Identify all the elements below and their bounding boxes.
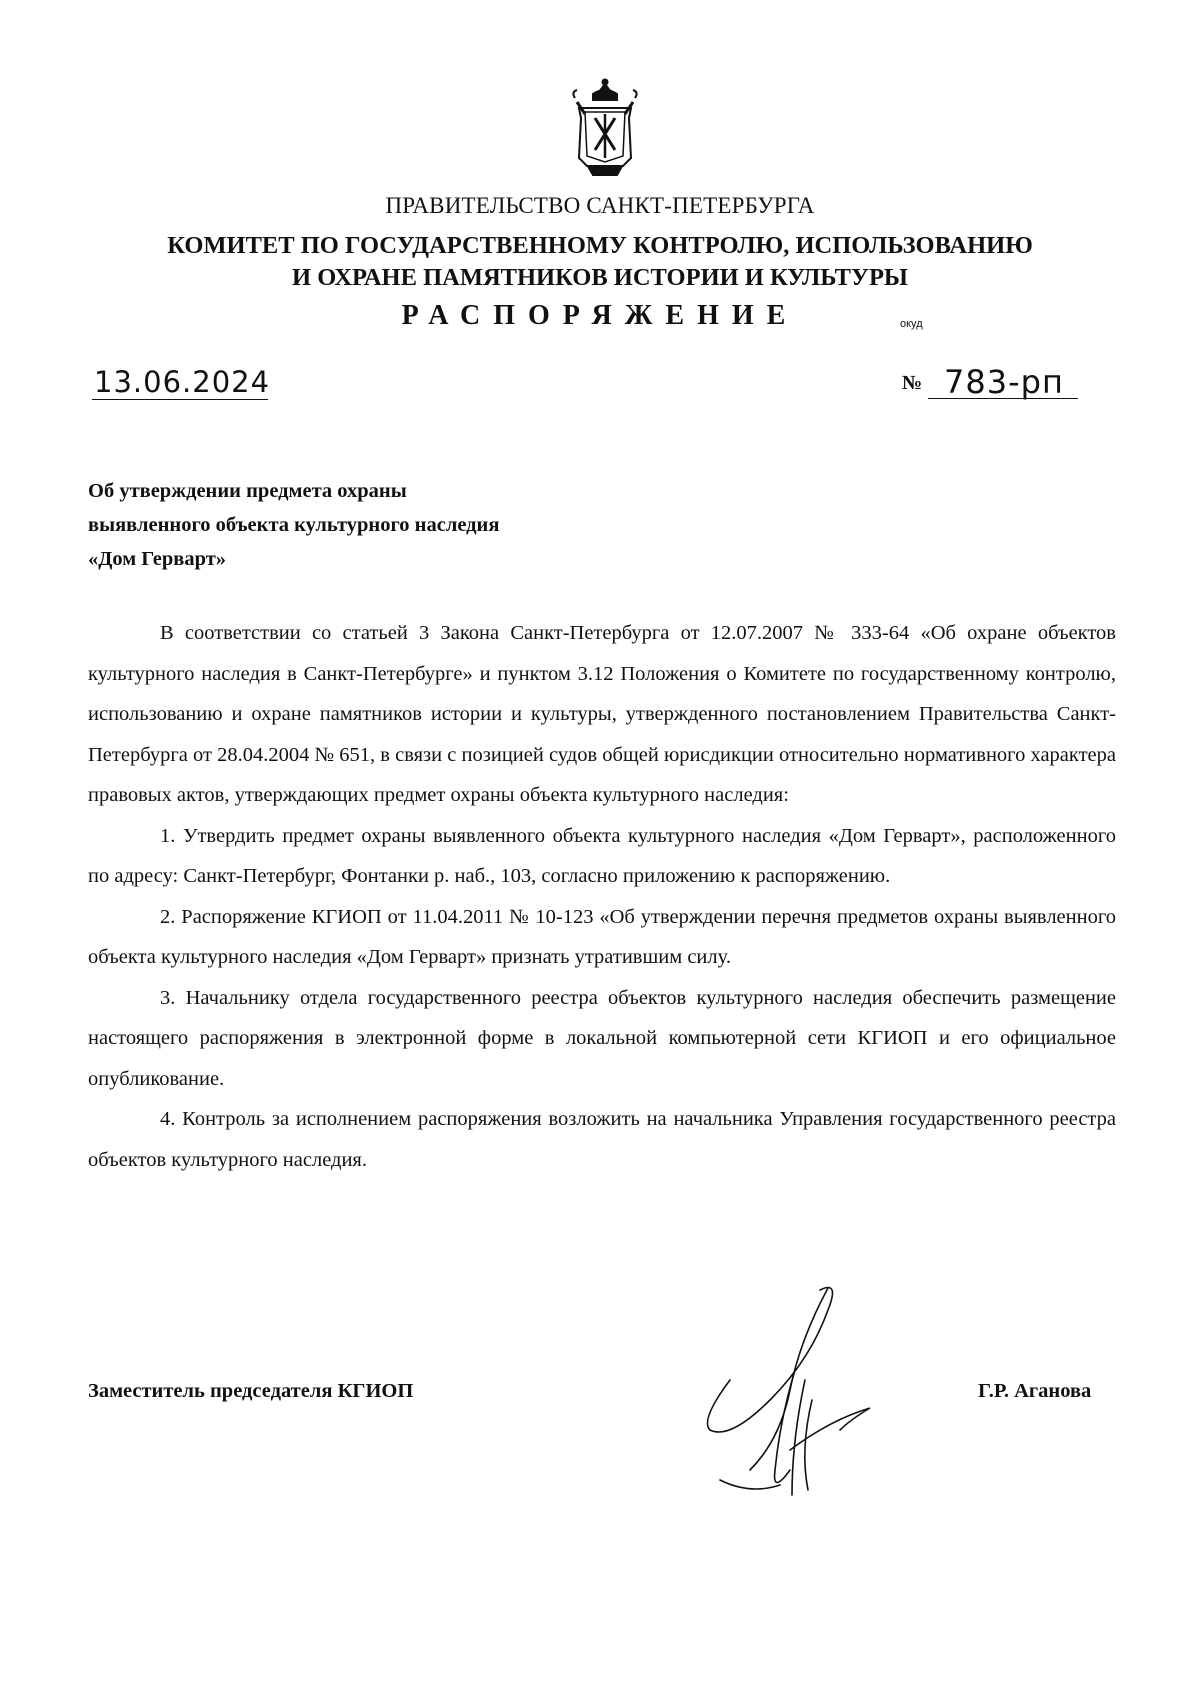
subject-line-1: Об утверждении предмета охраны xyxy=(88,480,407,502)
clause-1: 1. Утвердить предмет охраны выявленного объекта культурного наследия «Дом Герварт», расположенного по адресу: Санкт-Петербург, Фонтанки р. наб., 103, согласно приложению к распоряжению. xyxy=(88,824,1116,887)
subject-line-3: «Дом Герварт» xyxy=(88,548,227,570)
preamble-paragraph: В соответствии со статьей 3 Закона Санкт-Петербурга от 12.07.2007 № 333-64 «Об охране объектов культурного наследия в Санкт-Петербурге» и пунктом 3.12 Положения о Комитете по государственному контролю, использованию и охране памятников истории и культуры, утвержденного постановлением Правительства Санкт-Петербурга от 28.04.2004 № 651, в связи с позицией судов общей юрисдикции относительно нормативного характера правовых актов, утверждающих предмет охраны объекта культурного наследия: xyxy=(88,622,1116,806)
coat-of-arms-emblem xyxy=(565,78,645,178)
handwritten-signature xyxy=(700,1280,940,1510)
clause-2: 2. Распоряжение КГИОП от 11.04.2011 № 10-123 «Об утверждении перечня предметов охраны выявленного объекта культурного наследия «Дом Герварт» признать утратившим силу. xyxy=(88,905,1116,968)
document-number: 783-рп xyxy=(944,363,1064,401)
number-label: № xyxy=(902,372,923,394)
committee-title-line-2: И ОХРАНЕ ПАМЯТНИКОВ ИСТОРИИ И КУЛЬТУРЫ xyxy=(292,264,908,291)
committee-title xyxy=(0,230,1200,294)
committee-title-line-1: КОМИТЕТ ПО ГОСУДАРСТВЕННОМУ КОНТРОЛЮ, ИСПОЛЬЗОВАНИЮ xyxy=(167,232,1033,259)
document-date: 13.06.2024 xyxy=(94,365,271,399)
document-subject xyxy=(88,474,499,576)
okud-label: окуд xyxy=(900,318,923,330)
document-type: РАСПОРЯЖЕНИЕ xyxy=(401,300,799,331)
signer-name: Г.Р. Аганова xyxy=(978,1380,1092,1402)
document-date-field xyxy=(92,365,271,400)
clause-3: 3. Начальнику отдела государственного реестра объектов культурного наследия обеспечить размещение настоящего распоряжения в электронной форме в локальной компьютерной сети КГИОП и его официальное опубликование. xyxy=(88,986,1116,1090)
government-title: ПРАВИТЕЛЬСТВО САНКТ-ПЕТЕРБУРГА xyxy=(385,193,815,218)
subject-line-2: выявленного объекта культурного наследия xyxy=(88,514,500,536)
document-body xyxy=(88,613,1116,1180)
clause-4: 4. Контроль за исполнением распоряжения возложить на начальника Управления государственного реестра объектов культурного наследия. xyxy=(88,1108,1116,1171)
signer-title: Заместитель председателя КГИОП xyxy=(88,1380,414,1402)
